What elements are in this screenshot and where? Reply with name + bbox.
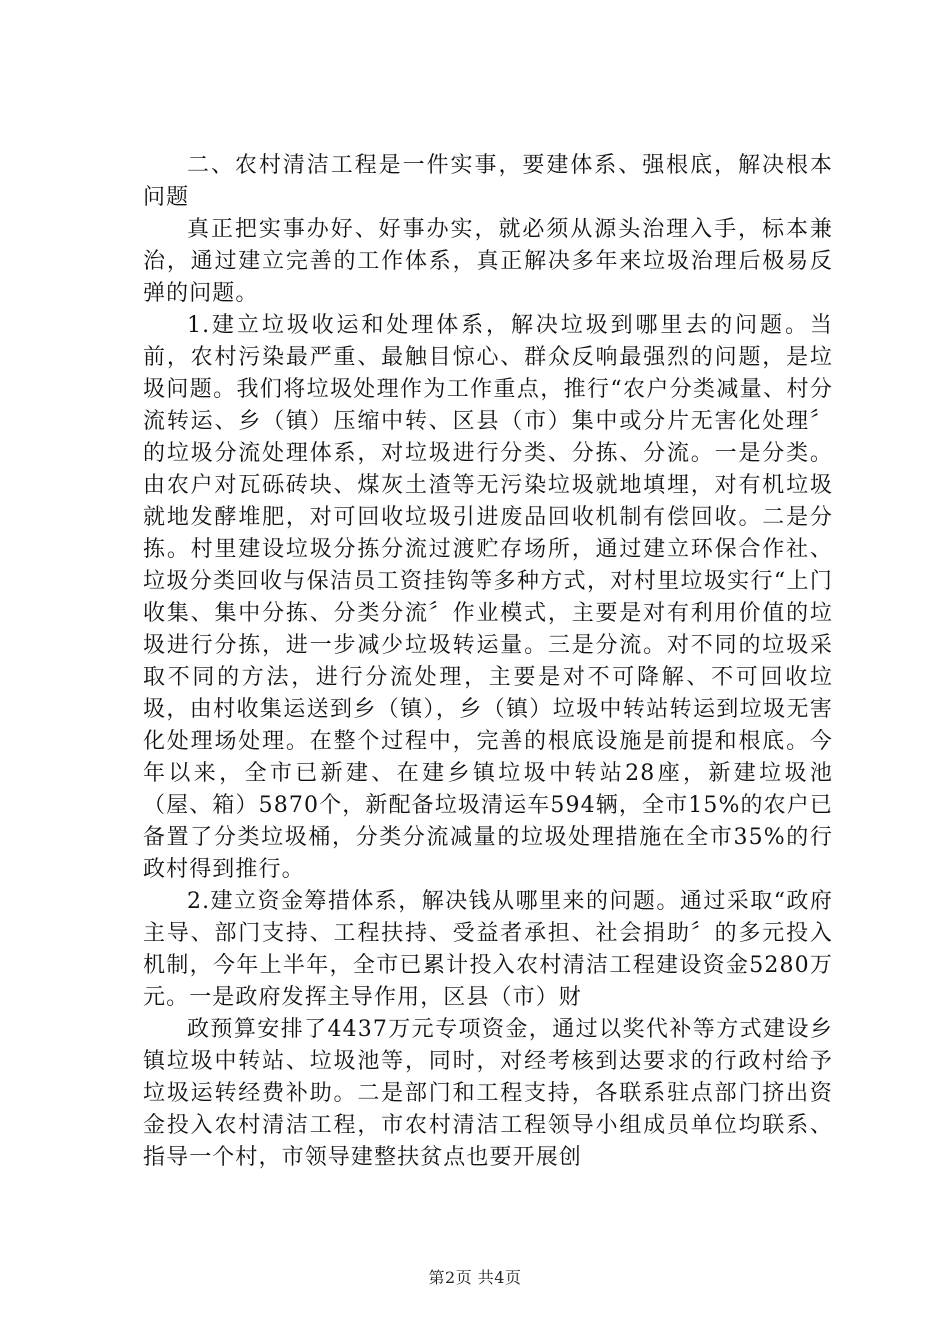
paragraph: 政预算安排了4437万元专项资金，通过以奖代补等方式建设乡镇垃圾中转站、垃圾池等，同时，对经考核到达要求的行政村给予垃圾运转经费补助。二是部门和工程支持，各联系驻点部门挤出资金投入农村清洁工程，市农村清洁工程领导小组成员单位均联系、指导一个村，市领导建整扶贫点也要开展创 xyxy=(143,1017,833,1170)
paragraph: 2.建立资金筹措体系，解决钱从哪里来的问题。通过采取“政府主导、部门支持、工程扶持、受益者承担、社会捐助〞的多元投入机制，今年上半年，全市已累计投入农村清洁工程建设资金5280万元。一是政府发挥主导作用，区县（市）财 xyxy=(143,889,833,1010)
page-number-footer: 第2页 共4页 xyxy=(428,1268,522,1287)
document-body xyxy=(143,150,833,1174)
paragraph: 真正把实事办好、好事办实，就必须从源头治理入手，标本兼治，通过建立完善的工作体系，真正解决多年来垃圾治理后极易反弹的问题。 xyxy=(143,217,833,306)
paragraph: 1.建立垃圾收运和处理体系，解决垃圾到哪里去的问题。当前，农村污染最严重、最触目惊心、群众反响最强烈的问题，是垃圾问题。我们将垃圾处理作为工作重点，推行“农户分类减量、村分流转运、乡（镇）压缩中转、区县（市）集中或分片无害化处理〞的垃圾分流处理体系，对垃圾进行分类、分拣、分流。一是分类。由农户对瓦砾砖块、煤灰土渣等无污染垃圾就地填埋，对有机垃圾就地发酵堆肥，对可回收垃圾引进废品回收机制有偿回收。二是分拣。村里建设垃圾分拣分流过渡贮存场所，通过建立环保合作社、垃圾分类回收与保洁员工资挂钩等多种方式，对村里垃圾实行“上门收集、集中分拣、分类分流〞作业模式，主要是对有利用价值的垃圾进行分拣，进一步减少垃圾转运量。三是分流。对不同的垃圾采取不同的方法，进行分流处理，主要是对不可降解、不可回收垃圾，由村收集运送到乡（镇），乡（镇）垃圾中转站转运到垃圾无害化处理场处理。在整个过程中，完善的根底设施是前提和根底。今年以来，全市已新建、在建乡镇垃圾中转站28座，新建垃圾池（屋、箱）5870个，新配备垃圾清运车594辆，全市15%的农户已备置了分类垃圾桶，分类分流减量的垃圾处理措施在全市35%的行政村得到推行。 xyxy=(143,313,833,882)
section-heading: 二、农村清洁工程是一件实事，要建体系、强根底，解决根本问题 xyxy=(143,153,833,210)
